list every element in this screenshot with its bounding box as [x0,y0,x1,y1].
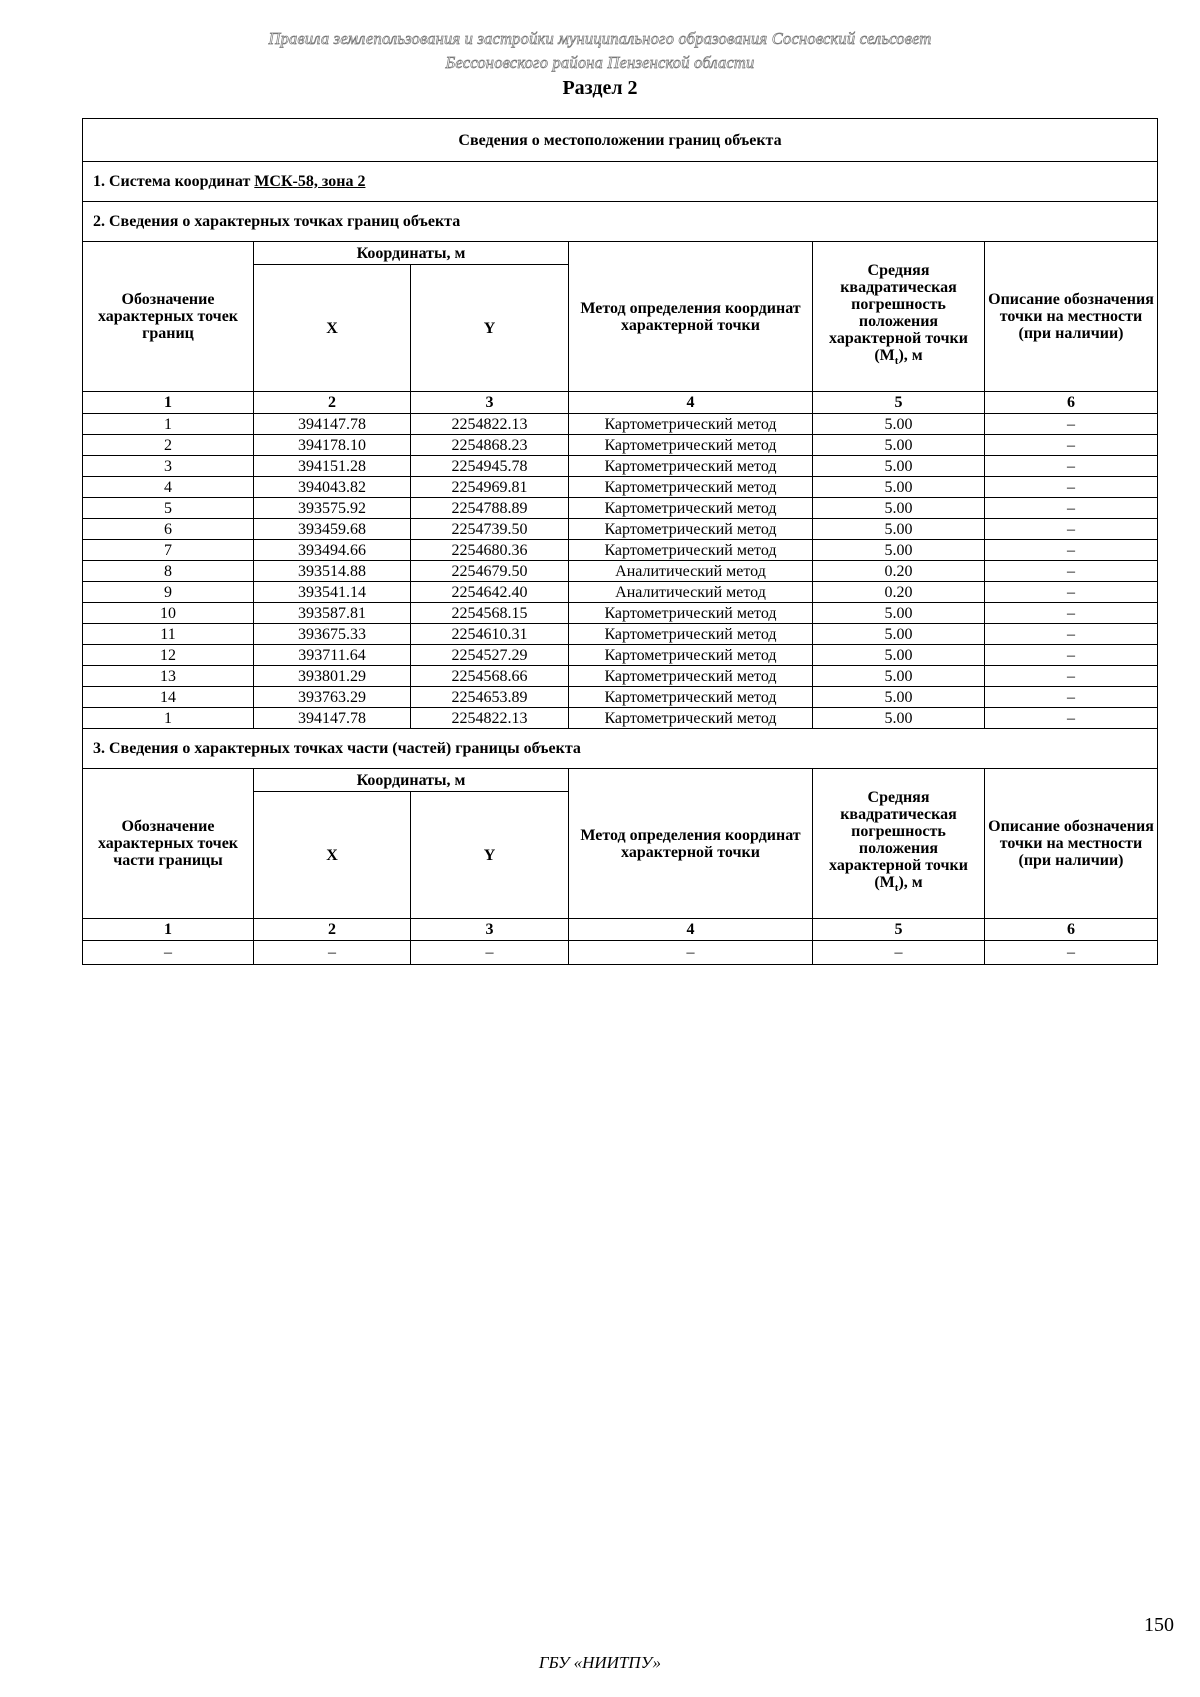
error-cell: 5.00 [813,645,985,666]
y-coordinate-cell: 2254680.36 [411,540,569,561]
description-cell: – [985,519,1158,540]
point-id-cell: 13 [83,666,254,687]
y-coordinate-cell: 2254868.23 [411,435,569,456]
table-caption: Сведения о местоположении границ объекта [83,119,1158,162]
section-title: Раздел 2 [562,77,638,99]
method-cell: Картометрический метод [569,603,813,624]
description-cell: – [985,456,1158,477]
point-id-cell: 8 [83,561,254,582]
method-cell: Картометрический метод [569,624,813,645]
method-cell: Картометрический метод [569,708,813,729]
method-cell: Картометрический метод [569,456,813,477]
header-point: Обозначение характерных точек границ [83,242,254,392]
table-row [83,941,1158,965]
description-cell: – [985,708,1158,729]
column-number: 3 [411,919,569,941]
x-coordinate-cell: 394178.10 [254,435,411,456]
x-coordinate-cell: 393675.33 [254,624,411,645]
header-error [813,242,985,392]
method-cell: Картометрический метод [569,498,813,519]
column-number: 4 [569,919,813,941]
header-coordinates-part: Координаты, м [254,769,569,792]
error-cell: 5.00 [813,435,985,456]
column-number: 1 [83,392,254,414]
x-coordinate-cell: 393514.88 [254,561,411,582]
table-row [83,708,1158,729]
header-coordinates: Координаты, м [254,242,569,265]
description-cell: – [985,477,1158,498]
header-error-main-part: Средняя квадратическая погрешность положения характерной точки (M [829,789,968,892]
column-number: 4 [569,392,813,414]
error-cell: – [813,941,985,965]
header-error-tail-part: ), м [898,874,923,892]
y-coordinate-cell: – [411,941,569,965]
y-coordinate-cell: 2254527.29 [411,645,569,666]
point-id-cell: 14 [83,687,254,708]
x-coordinate-cell: 393711.64 [254,645,411,666]
boundary-table [82,118,1158,965]
point-id-cell: 9 [83,582,254,603]
x-coordinate-cell: 393587.81 [254,603,411,624]
error-cell: 5.00 [813,456,985,477]
header-method-part: Метод определения координат характерной точки [569,769,813,919]
description-cell: – [985,666,1158,687]
description-cell: – [985,603,1158,624]
description-cell: – [985,435,1158,456]
method-cell: Аналитический метод [569,561,813,582]
description-cell: – [985,582,1158,603]
column-number: 5 [813,392,985,414]
table-row [83,561,1158,582]
error-cell: 0.20 [813,561,985,582]
y-coordinate-cell: 2254969.81 [411,477,569,498]
description-cell: – [985,540,1158,561]
y-coordinate-cell: 2254822.13 [411,708,569,729]
error-cell: 5.00 [813,477,985,498]
coordinate-system-value: МСК-58, зона 2 [254,173,366,190]
table-row [83,645,1158,666]
column-number: 1 [83,919,254,941]
header-description: Описание обозначения точки на местности (при наличии) [985,242,1158,392]
header-y: Y [411,265,569,392]
point-id-cell: 1 [83,708,254,729]
point-id-cell: 7 [83,540,254,561]
error-cell: 5.00 [813,540,985,561]
table-row [83,603,1158,624]
description-cell: – [985,645,1158,666]
x-coordinate-cell: 393763.29 [254,687,411,708]
table-row [83,498,1158,519]
method-cell: Аналитический метод [569,582,813,603]
error-cell: 0.20 [813,582,985,603]
point-id-cell: 4 [83,477,254,498]
y-coordinate-cell: 2254822.13 [411,414,569,435]
table-row [83,456,1158,477]
method-cell: – [569,941,813,965]
error-cell: 5.00 [813,708,985,729]
y-coordinate-cell: 2254679.50 [411,561,569,582]
header-error-part [813,769,985,919]
column-number: 6 [985,392,1158,414]
error-cell: 5.00 [813,603,985,624]
header-error-tail: ), м [898,347,923,365]
y-coordinate-cell: 2254568.15 [411,603,569,624]
y-coordinate-cell: 2254788.89 [411,498,569,519]
table-row [83,477,1158,498]
x-coordinate-cell: 393494.66 [254,540,411,561]
header-y-part: Y [411,792,569,919]
error-cell: 5.00 [813,624,985,645]
table-row [83,666,1158,687]
header-method: Метод определения координат характерной точки [569,242,813,392]
header-error-main: Средняя квадратическая погрешность положения характерной точки (M [829,262,968,365]
description-cell: – [985,941,1158,965]
x-coordinate-cell: 394147.78 [254,708,411,729]
table-row [83,582,1158,603]
y-coordinate-cell: 2254653.89 [411,687,569,708]
footer-organization: ГБУ «НИИТПУ» [538,1653,662,1672]
header-error-subscript-part: t [894,882,899,895]
page-number: 150 [1144,1614,1174,1636]
description-cell: – [985,624,1158,645]
x-coordinate-cell: 394147.78 [254,414,411,435]
point-id-cell: 6 [83,519,254,540]
coordinate-system-row [83,162,1158,202]
description-cell: – [985,561,1158,582]
error-cell: 5.00 [813,519,985,540]
column-number: 2 [254,919,411,941]
header-point-part: Обозначение характерных точек части границы [83,769,254,919]
x-coordinate-cell: 393575.92 [254,498,411,519]
method-cell: Картометрический метод [569,666,813,687]
point-id-cell: 1 [83,414,254,435]
error-cell: 5.00 [813,414,985,435]
method-cell: Картометрический метод [569,645,813,666]
section-3-title: 3. Сведения о характерных точках части (частей) границы объекта [83,729,1158,769]
column-number-row [83,919,1158,941]
table-row [83,687,1158,708]
document-header-line-1: Правила землепользования и застройки муниципального образования Сосновский сельсовет [268,29,932,48]
y-coordinate-cell: 2254568.66 [411,666,569,687]
column-number: 6 [985,919,1158,941]
table-row [83,624,1158,645]
column-number: 2 [254,392,411,414]
section-2-title: 2. Сведения о характерных точках границ объекта [83,202,1158,242]
header-x: X [254,265,411,392]
method-cell: Картометрический метод [569,687,813,708]
table-row [83,435,1158,456]
description-cell: – [985,687,1158,708]
header-error-subscript: t [894,355,899,368]
point-id-cell: 10 [83,603,254,624]
x-coordinate-cell: 393459.68 [254,519,411,540]
y-coordinate-cell: 2254945.78 [411,456,569,477]
x-coordinate-cell: 394043.82 [254,477,411,498]
x-coordinate-cell: 394151.28 [254,456,411,477]
description-cell: – [985,414,1158,435]
error-cell: 5.00 [813,498,985,519]
method-cell: Картометрический метод [569,435,813,456]
table-row [83,519,1158,540]
point-id-cell: 12 [83,645,254,666]
method-cell: Картометрический метод [569,540,813,561]
column-number: 3 [411,392,569,414]
x-coordinate-cell: 393801.29 [254,666,411,687]
point-id-cell: 2 [83,435,254,456]
method-cell: Картометрический метод [569,477,813,498]
method-cell: Картометрический метод [569,414,813,435]
point-id-cell: 5 [83,498,254,519]
header-x-part: X [254,792,411,919]
coordinate-system-label: 1. Система координат [93,173,251,190]
y-coordinate-cell: 2254610.31 [411,624,569,645]
point-id-cell: 11 [83,624,254,645]
header-description-part: Описание обозначения точки на местности (при наличии) [985,769,1158,919]
y-coordinate-cell: 2254739.50 [411,519,569,540]
method-cell: Картометрический метод [569,519,813,540]
x-coordinate-cell: 393541.14 [254,582,411,603]
point-id-cell: 3 [83,456,254,477]
error-cell: 5.00 [813,666,985,687]
table-row [83,540,1158,561]
column-number: 5 [813,919,985,941]
table-row [83,414,1158,435]
description-cell: – [985,498,1158,519]
column-number-row [83,392,1158,414]
document-header-line-2: Бессоновского района Пензенской области [445,53,755,72]
point-id-cell: – [83,941,254,965]
error-cell: 5.00 [813,687,985,708]
y-coordinate-cell: 2254642.40 [411,582,569,603]
x-coordinate-cell: – [254,941,411,965]
